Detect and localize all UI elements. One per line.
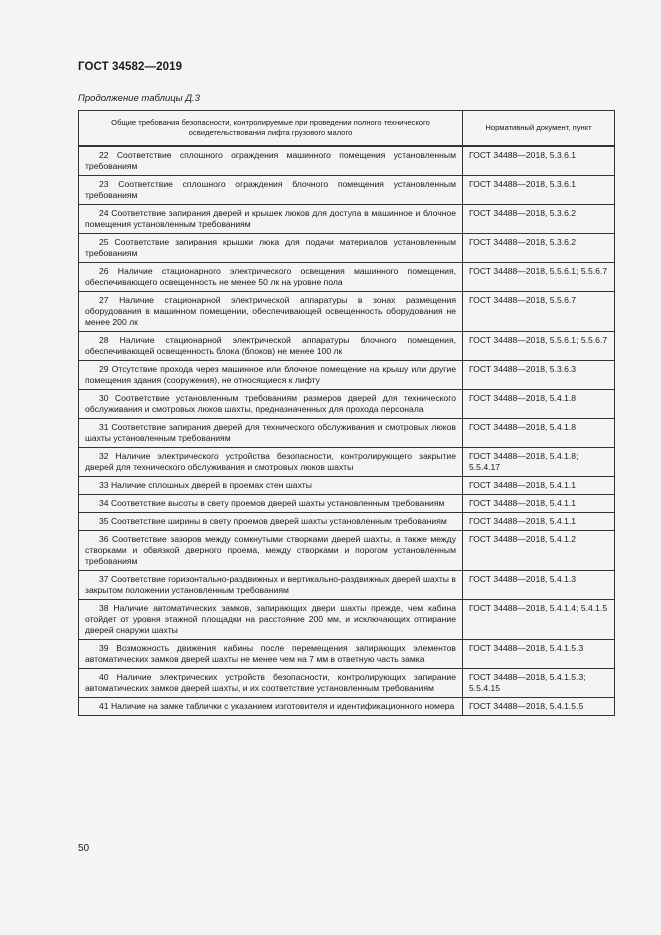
- normative-reference-cell: ГОСТ 34488—2018, 5.4.1.1: [463, 477, 615, 495]
- table-header-row: [79, 111, 615, 147]
- requirement-cell: 25 Соответствие запирания крышки люка для подачи материалов установленным требованиям: [79, 234, 463, 263]
- normative-reference-cell: ГОСТ 34488—2018, 5.3.6.2: [463, 234, 615, 263]
- table-row: [79, 477, 615, 495]
- normative-reference-cell: ГОСТ 34488—2018, 5.4.1.8: [463, 390, 615, 419]
- document-header: ГОСТ 34582—2019: [78, 61, 183, 73]
- requirement-cell: 22 Соответствие сплошного ограждения машинного помещения установленным требованиям: [79, 146, 463, 176]
- table-row: [79, 513, 615, 531]
- requirement-cell: 23 Соответствие сплошного ограждения блочного помещения установленным требованиям: [79, 176, 463, 205]
- normative-reference-cell: ГОСТ 34488—2018, 5.4.1.5.5: [463, 698, 615, 716]
- page-number: 50: [78, 843, 90, 854]
- requirement-cell: 39 Возможность движения кабины после перемещения запирающих элементов автоматических замков дверей шахты не менее чем на 7 мм в ответную часть замка: [79, 640, 463, 669]
- requirement-cell: 35 Соответствие ширины в свету проемов дверей шахты установленным требованиям: [79, 513, 463, 531]
- table-row: [79, 600, 615, 640]
- table-row: [79, 263, 615, 292]
- table-row: [79, 531, 615, 571]
- requirement-cell: 32 Наличие электрического устройства безопасности, контролирующего закрытие дверей для технического обслуживания и смотровых люков шахты: [79, 448, 463, 477]
- normative-reference-cell: ГОСТ 34488—2018, 5.3.6.1: [463, 146, 615, 176]
- table-row: [79, 176, 615, 205]
- normative-reference-cell: ГОСТ 34488—2018, 5.4.1.1: [463, 495, 615, 513]
- requirement-cell: 28 Наличие стационарной электрической аппаратуры блочного помещения, обеспечивающей освещенность блока (блоков) не менее 100 лк: [79, 332, 463, 361]
- column-header-normative-document: Нормативный документ, пункт: [463, 111, 615, 147]
- requirement-cell: 33 Наличие сплошных дверей в проемах стен шахты: [79, 477, 463, 495]
- normative-reference-cell: ГОСТ 34488—2018, 5.4.1.5.3; 5.5.4.15: [463, 669, 615, 698]
- table-row: [79, 234, 615, 263]
- normative-reference-cell: ГОСТ 34488—2018, 5.4.1.1: [463, 513, 615, 531]
- requirement-cell: 26 Наличие стационарного электрического освещения машинного помещения, обеспечивающего освещенность не менее 50 лк на уровне пола: [79, 263, 463, 292]
- normative-reference-cell: ГОСТ 34488—2018, 5.3.6.3: [463, 361, 615, 390]
- requirement-cell: 38 Наличие автоматических замков, запирающих двери шахты прежде, чем кабина отойдет от уровня этажной площадки на расстояние 200 мм, и исключающих отпирание дверей снаружи шахты: [79, 600, 463, 640]
- table-row: [79, 495, 615, 513]
- requirement-cell: 40 Наличие электрических устройств безопасности, контролирующих запирание автоматических замков дверей шахты, и их соответствие установленным требованиям: [79, 669, 463, 698]
- table-caption: Продолжение таблицы Д.3: [78, 93, 200, 104]
- normative-reference-cell: ГОСТ 34488—2018, 5.5.6.1; 5.5.6.7: [463, 263, 615, 292]
- table-row: [79, 332, 615, 361]
- table-row: [79, 669, 615, 698]
- requirement-cell: 41 Наличие на замке таблички с указанием изготовителя и идентификационного номера: [79, 698, 463, 716]
- requirement-cell: 27 Наличие стационарной электрической аппаратуры в зонах размещения оборудования в машинном помещении, обеспечивающей освещенность оборудования не менее 200 лк: [79, 292, 463, 332]
- normative-reference-cell: ГОСТ 34488—2018, 5.4.1.8; 5.5.4.17: [463, 448, 615, 477]
- requirement-cell: 31 Соответствие запирания дверей для технического обслуживания и смотровых люков шахты установленным требованиям: [79, 419, 463, 448]
- table-row: [79, 571, 615, 600]
- normative-reference-cell: ГОСТ 34488—2018, 5.5.6.7: [463, 292, 615, 332]
- normative-reference-cell: ГОСТ 34488—2018, 5.5.6.1; 5.5.6.7: [463, 332, 615, 361]
- table-row: [79, 361, 615, 390]
- requirement-cell: 36 Соответствие зазоров между сомкнутыми створками дверей шахты, а также между створками и обвязкой дверного проема, между створками и порогом установленным требованиям: [79, 531, 463, 571]
- table-row: [79, 640, 615, 669]
- requirements-table: [78, 110, 615, 716]
- normative-reference-cell: ГОСТ 34488—2018, 5.3.6.1: [463, 176, 615, 205]
- normative-reference-cell: ГОСТ 34488—2018, 5.3.6.2: [463, 205, 615, 234]
- requirement-cell: 29 Отсутствие прохода через машинное или блочное помещение на крышу или другие помещения здания (сооружения), не относящиеся к лифту: [79, 361, 463, 390]
- requirement-cell: 24 Соответствие запирания дверей и крышек люков для доступа в машинное и блочное помещения установленным требованиям: [79, 205, 463, 234]
- table-row: [79, 146, 615, 176]
- requirement-cell: 37 Соответствие горизонтально-раздвижных и вертикально-раздвижных дверей шахты в закрытом положении установленным требованиям: [79, 571, 463, 600]
- column-header-requirements: Общие требования безопасности, контролируемые при проведении полного технического освидетельствования лифта грузового малого: [79, 111, 463, 147]
- table-row: [79, 205, 615, 234]
- requirement-cell: 34 Соответствие высоты в свету проемов дверей шахты установленным требованиям: [79, 495, 463, 513]
- normative-reference-cell: ГОСТ 34488—2018, 5.4.1.8: [463, 419, 615, 448]
- table-row: [79, 292, 615, 332]
- normative-reference-cell: ГОСТ 34488—2018, 5.4.1.2: [463, 531, 615, 571]
- table-row: [79, 448, 615, 477]
- normative-reference-cell: ГОСТ 34488—2018, 5.4.1.3: [463, 571, 615, 600]
- table-row: [79, 390, 615, 419]
- normative-reference-cell: ГОСТ 34488—2018, 5.4.1.4; 5.4.1.5: [463, 600, 615, 640]
- requirement-cell: 30 Соответствие установленным требованиям размеров дверей для технического обслуживания и смотровых люков шахты, предназначенных для прохода персонала: [79, 390, 463, 419]
- table-row: [79, 419, 615, 448]
- normative-reference-cell: ГОСТ 34488—2018, 5.4.1.5.3: [463, 640, 615, 669]
- table-row: [79, 698, 615, 716]
